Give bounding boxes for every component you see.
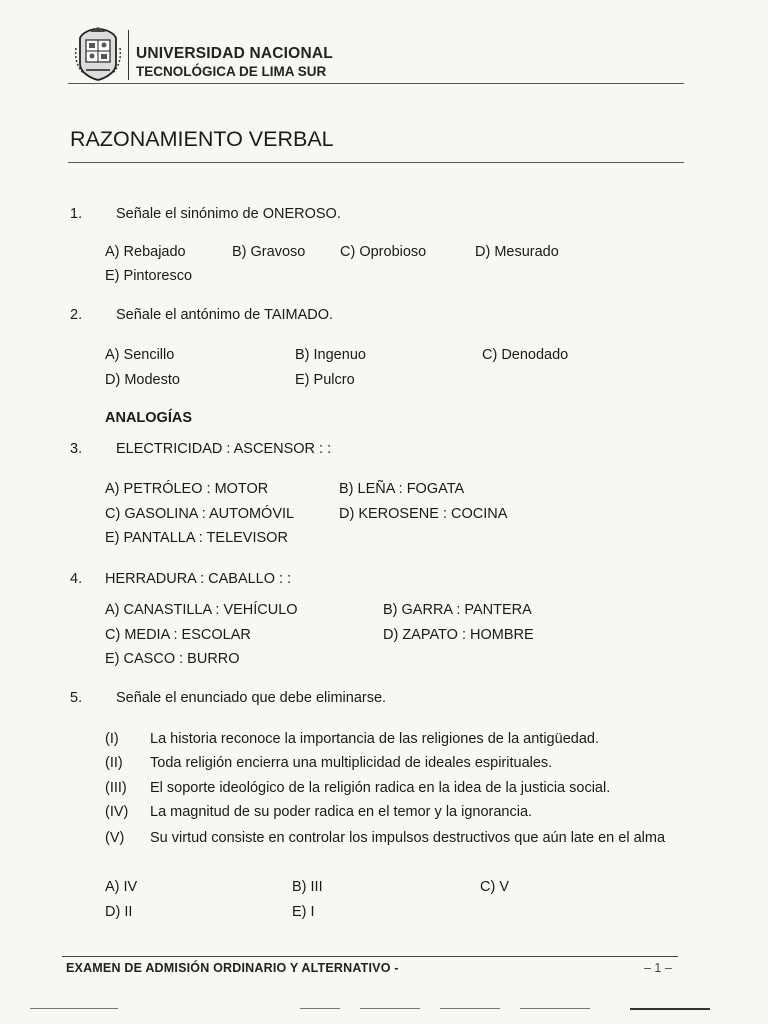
q5-statement-number: (III) — [105, 780, 127, 796]
header-rule — [68, 83, 684, 84]
q5-statement-number: (II) — [105, 755, 123, 771]
q4-prompt: HERRADURA : CABALLO : : — [105, 571, 292, 587]
university-name-line2: TECNOLÓGICA DE LIMA SUR — [136, 64, 327, 79]
q5-statement-text: El soporte ideológico de la religión radica en la idea de la justicia social. — [150, 780, 611, 796]
q5-statement-text: Su virtud consiste en controlar los impulsos destructivos que aún late en el alma — [150, 830, 666, 846]
q2-number: 2. — [70, 307, 83, 323]
q5-statement-number: (V) — [105, 830, 125, 846]
header-divider — [128, 30, 129, 80]
q4-option-c: C) MEDIA : ESCOLAR — [105, 627, 251, 643]
q5-statement-text: La magnitud de su poder radica en el temor y la ignorancia. — [150, 804, 533, 820]
q1-prompt: Señale el sinónimo de ONEROSO. — [116, 206, 341, 222]
q1-option-a: A) Rebajado — [105, 244, 186, 260]
q4-option-a: A) CANASTILLA : VEHÍCULO — [105, 602, 298, 618]
q1-number: 1. — [70, 206, 83, 222]
scan-artifact-line — [520, 1008, 590, 1009]
q4-option-e: E) CASCO : BURRO — [105, 651, 240, 667]
page-number: – 1 – — [644, 961, 672, 975]
q3-option-e: E) PANTALLA : TELEVISOR — [105, 530, 288, 546]
university-name-line1: UNIVERSIDAD NACIONAL — [136, 45, 333, 62]
q2-option-c: C) Denodado — [482, 347, 569, 363]
scan-artifact-line — [440, 1008, 500, 1009]
q2-option-e: E) Pulcro — [295, 372, 355, 388]
q5-number: 5. — [70, 690, 83, 706]
q4-number: 4. — [70, 571, 83, 587]
analogias-heading: ANALOGÍAS — [105, 410, 192, 426]
q5-option-d: D) II — [105, 904, 133, 920]
q4-option-b: B) GARRA : PANTERA — [383, 602, 532, 618]
scan-artifact-line — [360, 1008, 420, 1009]
q3-option-a: A) PETRÓLEO : MOTOR — [105, 481, 269, 497]
q2-prompt: Señale el antónimo de TAIMADO. — [116, 307, 334, 323]
q1-option-b: B) Gravoso — [232, 244, 306, 260]
q3-option-b: B) LEÑA : FOGATA — [339, 481, 465, 497]
q5-option-e: E) I — [292, 904, 315, 920]
q3-number: 3. — [70, 441, 83, 457]
q5-prompt: Señale el enunciado que debe eliminarse. — [116, 690, 387, 706]
footer-exam-label: EXAMEN DE ADMISIÓN ORDINARIO Y ALTERNATIVO - — [66, 961, 399, 975]
q5-option-c: C) V — [480, 879, 509, 895]
q3-option-c: C) GASOLINA : AUTOMÓVIL — [105, 506, 295, 522]
scan-artifact-line — [630, 1008, 710, 1010]
footer-rule — [62, 956, 678, 957]
q1-option-c: C) Oprobioso — [340, 244, 427, 260]
title-rule — [68, 162, 684, 163]
q3-option-d: D) KEROSENE : COCINA — [339, 506, 508, 522]
q5-statement-text: Toda religión encierra una multiplicidad de ideales espirituales. — [150, 755, 553, 771]
q2-option-b: B) Ingenuo — [295, 347, 366, 363]
q4-option-d: D) ZAPATO : HOMBRE — [383, 627, 534, 643]
q3-prompt: ELECTRICIDAD : ASCENSOR : : — [116, 441, 332, 457]
scan-artifact-line — [300, 1008, 340, 1009]
q5-statement-text: La historia reconoce la importancia de las religiones de la antigüedad. — [150, 731, 599, 747]
q2-option-d: D) Modesto — [105, 372, 180, 388]
q5-statement-number: (I) — [105, 731, 119, 747]
q5-statement-number: (IV) — [105, 804, 129, 820]
q2-option-a: A) Sencillo — [105, 347, 175, 363]
q5-option-b: B) III — [292, 879, 323, 895]
q1-option-d: D) Mesurado — [475, 244, 559, 260]
section-title: RAZONAMIENTO VERBAL — [70, 127, 334, 151]
q1-option-e: E) Pintoresco — [105, 268, 193, 284]
scan-artifact-line — [30, 1008, 118, 1009]
university-crest-icon — [70, 26, 126, 82]
q5-option-a: A) IV — [105, 879, 138, 895]
